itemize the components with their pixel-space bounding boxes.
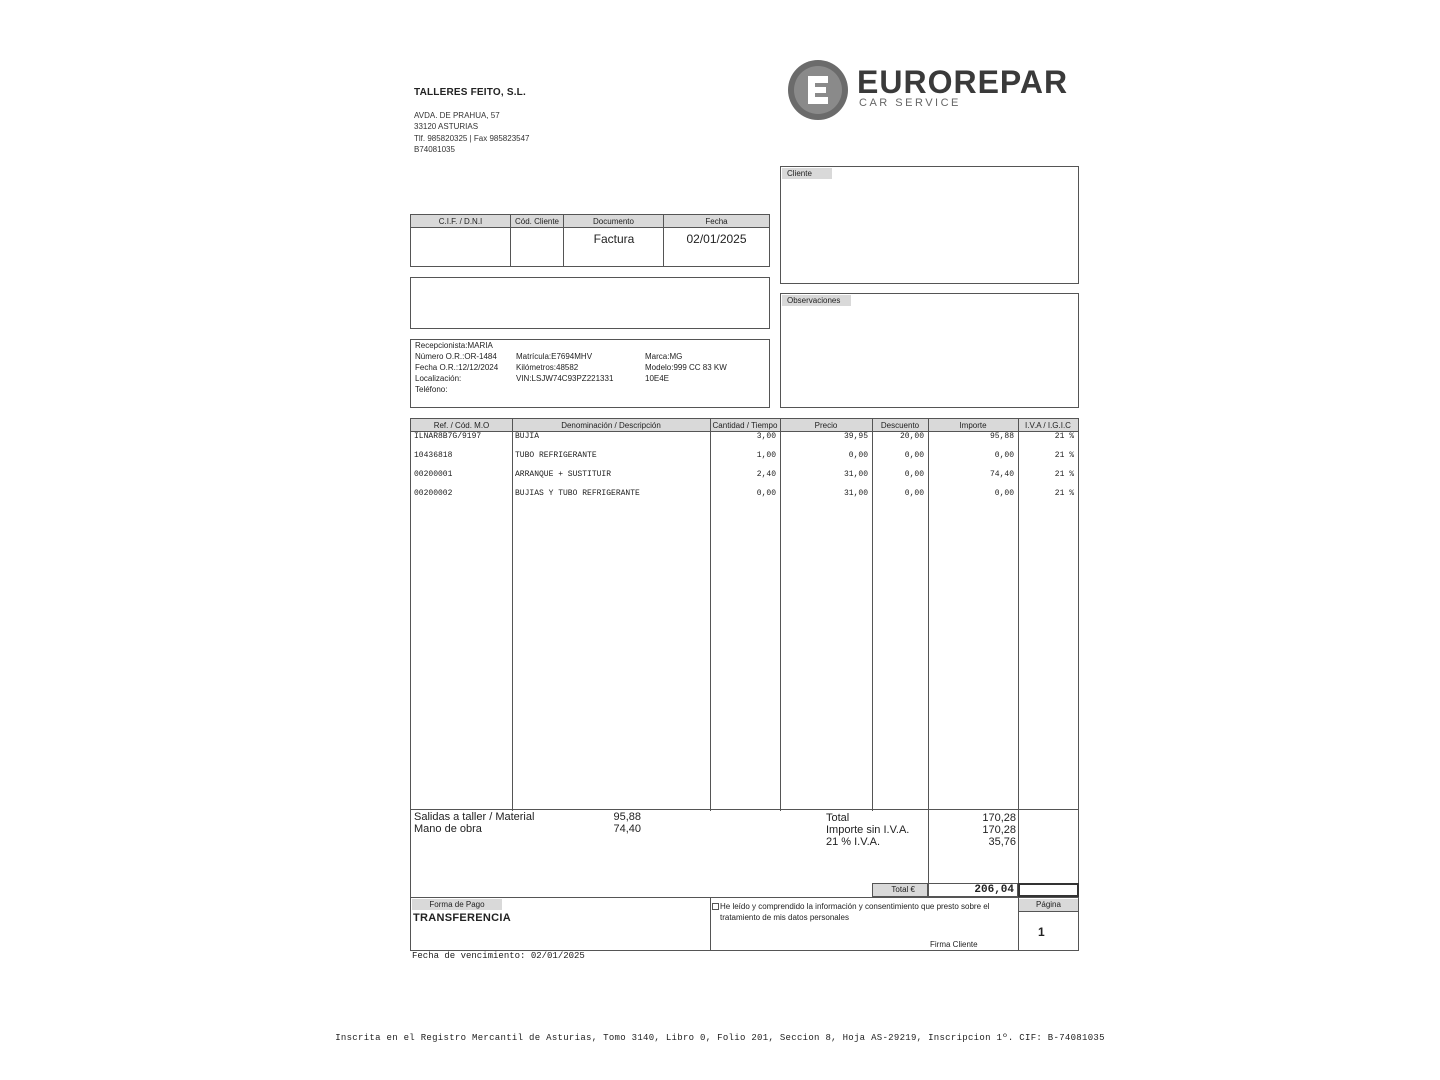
item-iva: 21 % [1054, 470, 1074, 479]
item-ref: 00200001 [414, 470, 453, 479]
cliente-label: Cliente [782, 168, 832, 179]
cliente-box [780, 166, 1079, 284]
item-cantidad: 3,00 [756, 432, 776, 441]
iva-label: 21 % I.V.A. [826, 836, 881, 848]
item-descuento: 0,00 [904, 451, 924, 460]
item-desc: ARRANQUE + SUSTITUIR [515, 470, 612, 479]
item-importe: 95,88 [989, 432, 1014, 441]
item-precio: 31,00 [843, 489, 868, 498]
modelo-code: 10E4E [645, 374, 670, 383]
total-eur-row [872, 883, 1079, 898]
th-iva: I.V.A / I.G.I.C [1018, 419, 1078, 432]
item-precio: 39,95 [843, 432, 868, 441]
logo-subtitle: CAR SERVICE [859, 97, 961, 109]
item-descuento: 20,00 [899, 432, 924, 441]
numero-or: Número O.R.:OR-1484 [415, 352, 497, 361]
company-name: TALLERES FEITO, S.L. [414, 87, 526, 98]
item-cantidad: 1,00 [756, 451, 776, 460]
col-cod-cliente: Cód. Cliente [511, 215, 564, 228]
sin-iva-value: 170,28 [982, 824, 1016, 836]
matricula: Matrícula:E7694MHV [516, 352, 593, 361]
item-descuento: 0,00 [904, 470, 924, 479]
item-desc: BUJIAS Y TUBO REFRIGERANTE [515, 489, 640, 498]
col-cif: C.I.F. / D.N.I [411, 215, 511, 228]
telefono: Teléfono: [415, 385, 448, 394]
th-precio: Precio [780, 419, 872, 432]
mano-obra-label: Mano de obra [414, 823, 482, 835]
document-date: 02/01/2025 [686, 232, 747, 246]
col-fecha: Fecha [664, 215, 769, 228]
blank-box [410, 277, 770, 329]
item-desc: TUBO REFRIGERANTE [515, 451, 597, 460]
forma-pago-value: TRANSFERENCIA [413, 912, 512, 924]
sin-iva-label: Importe sin I.V.A. [826, 824, 910, 836]
fecha-or: Fecha O.R.:12/12/2024 [415, 363, 499, 372]
item-importe: 0,00 [994, 451, 1014, 460]
observaciones-box [780, 293, 1079, 408]
address-line: B74081035 [414, 144, 455, 154]
logo-wordmark: EUROREPAR [857, 64, 1069, 100]
modelo: Modelo:999 CC 83 KW [645, 363, 727, 372]
item-descuento: 0,00 [904, 489, 924, 498]
document-type: Factura [593, 232, 635, 246]
th-desc: Denominación / Descripción [512, 419, 710, 432]
address-line: 33120 ASTURIAS [414, 122, 479, 132]
item-precio: 0,00 [848, 451, 868, 460]
eurorepar-e-icon [788, 60, 848, 120]
item-iva: 21 % [1054, 489, 1074, 498]
firma-cliente: Firma Cliente [930, 940, 978, 949]
col-documento: Documento [564, 215, 664, 228]
document-header-table [410, 214, 770, 267]
item-precio: 31,00 [843, 470, 868, 479]
item-cantidad: 0,00 [756, 489, 776, 498]
payment-box [410, 897, 1079, 951]
total-label: Total [826, 812, 850, 824]
eurorepar-logo [786, 58, 856, 124]
item-ref: 00200002 [414, 489, 453, 498]
address-line: AVDA. DE PRAHUA, 57 [414, 111, 500, 120]
item-iva: 21 % [1054, 451, 1074, 460]
salidas-value: 95,88 [613, 811, 641, 823]
pagina-label: Página [1019, 899, 1078, 912]
th-ref: Ref. / Cód. M.O [411, 419, 512, 432]
iva-value: 35,76 [988, 836, 1016, 848]
order-info-box [410, 339, 770, 408]
th-descuento: Descuento [872, 419, 928, 432]
total-eur-label: Total € [872, 883, 928, 897]
mano-obra-value: 74,40 [613, 823, 641, 835]
kilometros: Kilómetros:48582 [516, 363, 579, 372]
consent-text: He leído y comprendido la información y consentimiento que presto sobre el tratamiento de mis datos personales [720, 902, 990, 922]
item-ref: 10436818 [414, 451, 453, 460]
th-importe: Importe [928, 419, 1018, 432]
fecha-vencimiento: Fecha de vencimiento: 02/01/2025 [412, 951, 585, 961]
vin: VIN:LSJW74C93PZ221331 [516, 374, 614, 383]
registry-footer: Inscrita en el Registro Mercantil de Asturias, Tomo 3140, Libro 0, Folio 201, Seccion 8, Hoja AS-29219, Inscripcion 1º. CIF: B-74081035 [335, 1033, 1105, 1043]
total-eur-value: 206,04 [928, 883, 1018, 897]
item-desc: BUJIA [515, 432, 540, 441]
item-iva: 21 % [1054, 432, 1074, 441]
pagina-value: 1 [1038, 925, 1045, 939]
th-cantidad: Cantidad / Tiempo [710, 419, 780, 432]
item-cantidad: 2,40 [756, 470, 776, 479]
marca: Marca:MG [645, 352, 683, 361]
address-line: Tlf. 985820325 | Fax 985823547 [414, 133, 530, 143]
item-importe: 0,00 [994, 489, 1014, 498]
company-address [414, 110, 530, 155]
item-ref: ILNAR8B7G/9197 [414, 432, 482, 441]
recepcionista: Recepcionista:MARIA [415, 341, 493, 350]
forma-pago-label: Forma de Pago [412, 899, 502, 910]
total-value: 170,28 [982, 812, 1016, 824]
salidas-label: Salidas a taller / Material [414, 811, 535, 823]
localizacion: Localización: [415, 374, 462, 383]
item-importe: 74,40 [989, 470, 1014, 479]
observaciones-label: Observaciones [782, 295, 851, 306]
consent-checkbox[interactable] [712, 902, 720, 910]
